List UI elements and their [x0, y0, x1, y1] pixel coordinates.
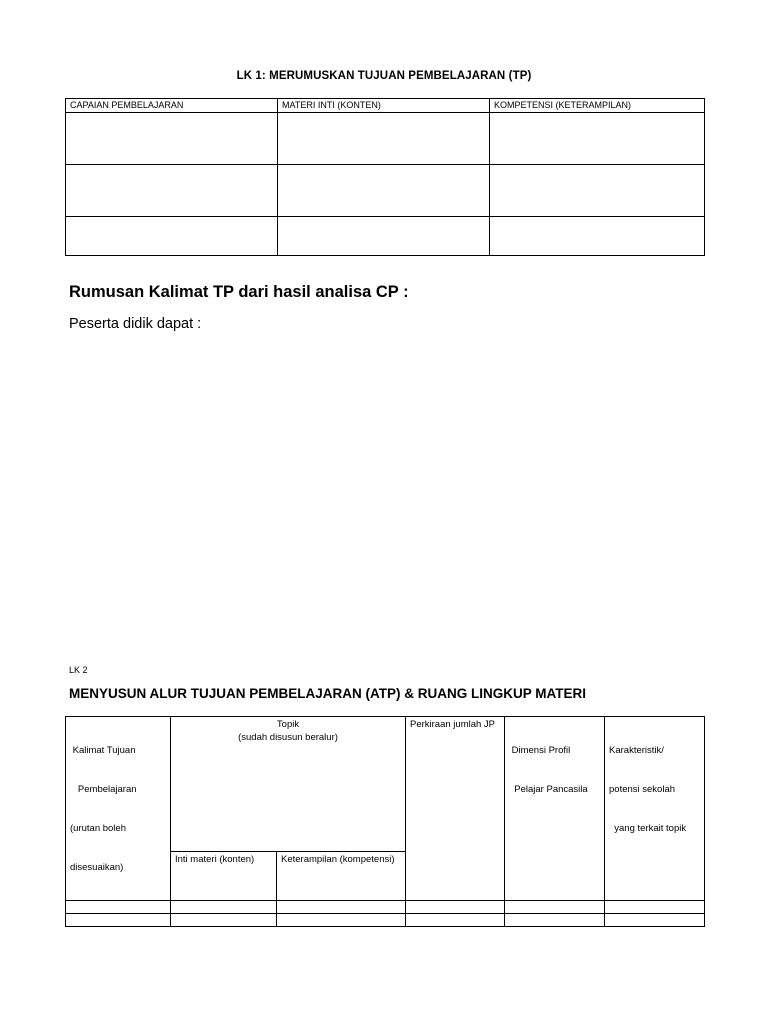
lk2-topik-line: (sudah disusun beralur)	[238, 732, 338, 743]
lk1-cell[interactable]	[278, 165, 490, 217]
lk1-col-materi: MATERI INTI (KONTEN)	[278, 99, 490, 113]
lk1-row	[66, 165, 705, 217]
lk2-karakteristik-line: potensi sekolah	[609, 784, 676, 795]
lk1-cell[interactable]	[66, 113, 278, 165]
lk2-cell[interactable]	[505, 901, 605, 914]
lk1-cell[interactable]	[66, 217, 278, 256]
lk1-cell[interactable]	[490, 113, 705, 165]
lk2-table	[65, 716, 705, 927]
lk2-cell[interactable]	[66, 901, 171, 914]
lk1-col-capaian: CAPAIAN PEMBELAJARAN	[66, 99, 278, 113]
lk1-row	[66, 113, 705, 165]
lk1-cell[interactable]	[278, 113, 490, 165]
lk2-cell[interactable]	[171, 901, 277, 914]
lk2-cell[interactable]	[605, 914, 705, 927]
lk1-cell[interactable]	[490, 217, 705, 256]
lk2-cell[interactable]	[505, 914, 605, 927]
lk2-label: LK 2	[69, 665, 88, 675]
lk1-col-kompetensi: KOMPETENSI (KETERAMPILAN)	[490, 99, 705, 113]
lk2-row	[66, 901, 705, 914]
lk2-cell[interactable]	[277, 901, 406, 914]
lk1-table	[65, 98, 705, 256]
lk2-cell[interactable]	[277, 914, 406, 927]
lk2-kalimat-line: disesuaikan)	[70, 862, 124, 873]
lk2-dimensi-line: Dimensi Profil	[509, 745, 571, 756]
lk2-karakteristik-line: yang terkait topik	[609, 823, 687, 834]
peserta-text: Peserta didik dapat :	[69, 316, 202, 332]
lk2-header-row	[66, 717, 705, 852]
lk1-row	[66, 217, 705, 256]
lk2-dimensi-line: Pelajar Pancasila	[509, 784, 588, 795]
lk2-row	[66, 914, 705, 927]
lk2-cell[interactable]	[406, 914, 505, 927]
lk1-header-row	[66, 99, 705, 113]
lk2-col-karakteristik	[605, 717, 705, 901]
lk2-kalimat-line: Kalimat Tujuan	[70, 745, 136, 756]
tp-heading: Rumusan Kalimat TP dari hasil analisa CP :	[69, 283, 409, 301]
lk2-kalimat-line: (urutan boleh	[70, 823, 126, 834]
lk2-cell[interactable]	[66, 914, 171, 927]
lk2-cell[interactable]	[605, 901, 705, 914]
lk2-cell[interactable]	[406, 901, 505, 914]
lk2-karakteristik-line: Karakteristik/	[609, 745, 664, 756]
lk2-cell[interactable]	[171, 914, 277, 927]
lk2-col-topik	[171, 717, 406, 852]
lk2-col-keterampilan: Keterampilan (kompetensi)	[277, 851, 406, 900]
lk2-col-jp: Perkiraan jumlah JP	[406, 717, 505, 901]
lk2-col-dimensi	[505, 717, 605, 901]
atp-heading: MENYUSUN ALUR TUJUAN PEMBELAJARAN (ATP) & RUANG LINGKUP MATERI	[69, 686, 587, 701]
lk1-cell[interactable]	[490, 165, 705, 217]
lk1-cell[interactable]	[66, 165, 278, 217]
lk2-kalimat-line: Pembelajaran	[70, 784, 137, 795]
lk1-title: LK 1: MERUMUSKAN TUJUAN PEMBELAJARAN (TP)	[236, 70, 532, 82]
lk1-cell[interactable]	[278, 217, 490, 256]
lk2-col-inti: Inti materi (konten)	[171, 851, 277, 900]
lk2-col-kalimat	[66, 717, 171, 901]
lk2-topik-line: Topik	[276, 719, 300, 730]
